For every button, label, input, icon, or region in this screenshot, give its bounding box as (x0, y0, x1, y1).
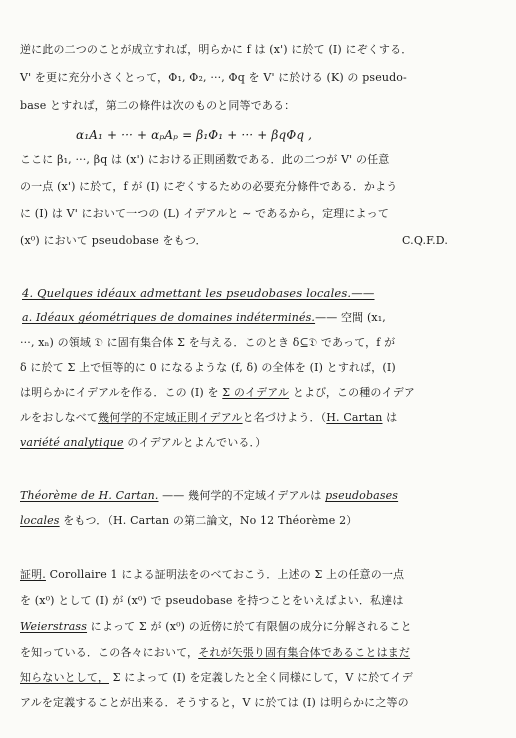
subsection-title: a. Idéaux géométriques de domaines indéterminés. (22, 311, 316, 324)
section-heading: 4. Quelques idéaux admettant les pseudobases locales.—— (22, 286, 375, 300)
text-line: ここに β₁, ···, βq は (x') における正則函数である．此の二つが V' の任意 (20, 153, 390, 166)
author-name: Weierstrass (20, 620, 88, 633)
text-span: と名づけよう．（ (242, 411, 327, 424)
text-line: base とすれば，第二の條件は次のものと同等である： (20, 99, 296, 112)
text-line: ···, xₙ) の領域 𝔇 に固有集合体 Σ を与える．このとき δ⊆𝔇 であって，f が (20, 336, 396, 349)
term-underlined: 知らないとして， (20, 671, 109, 684)
text-span: のイデアルとよんでいる．） (123, 436, 267, 449)
proof-line (20, 671, 413, 685)
theorem-title: Théorème de H. Cartan. (20, 489, 159, 502)
term-underlined: それが矢張り固有集合体であることはまだ (198, 646, 411, 659)
theorem-line (20, 514, 357, 528)
text-span: Corollaire 1 による証明法をのべておこう．上述の Σ 上の任意の一点 (45, 568, 405, 581)
proof-line: アルを定義することが出来る．そうすると，V に於ては (I) は明らかに之等の (20, 696, 409, 709)
text-span: Σ によって (I) を定義したと全く同様にして，V に於てイデ (108, 671, 413, 684)
text-span: は明らかにイデアルを作る．この (I) を (20, 386, 223, 399)
text-line (20, 411, 397, 425)
text-span: ルをおしなべて (20, 411, 99, 424)
text-line: (x⁰) において pseudobase をもつ． (20, 234, 207, 247)
text-line: に (I) は V' において一つの (L) イデアルと ∼ であるから，定理によって (20, 207, 389, 220)
text-line: V' を更に充分小さくとって，Φ₁, Φ₂, ···, Φq を V' に於ける (K) の pseudo- (20, 71, 407, 84)
term-underlined: locales (20, 514, 60, 527)
term-underlined: variété analytique (20, 436, 124, 449)
text-line (20, 436, 266, 450)
proof-line (20, 646, 410, 660)
text-line: 逆に此の二つのことが成立すれば，明らかに f は (x') に於て (I) にぞくする． (20, 43, 413, 56)
qed-mark: C.Q.F.D. (402, 234, 449, 247)
text-span: —— 幾何学的不定域イデアルは (158, 489, 326, 502)
proof-line (20, 620, 412, 634)
text-line (20, 386, 415, 400)
term-underlined: 幾何学的不定域正則イデアル (98, 411, 243, 424)
text-span: によって Σ が (x⁰) の近傍に於て有限個の成分に分解されること (87, 620, 412, 633)
text-span: は (382, 411, 398, 424)
theorem-line (20, 489, 398, 503)
proof-line (20, 568, 404, 582)
proof-line: を (x⁰) として (I) が (x⁰) で pseudobase を持つことをいえばよい．私達は (20, 594, 404, 607)
text-span: とよび，この種のイデア (289, 386, 416, 399)
text-span: をもつ．（H. Cartan の第二論文，No 12 Théorème 2） (59, 514, 358, 527)
text-line: の一点 (x') に於て，f が (I) にぞくするための必要充分條件である．かよう (20, 180, 398, 193)
term-underlined: Σ のイデアル (222, 386, 290, 399)
author-name: H. Cartan (326, 411, 383, 424)
proof-label: 証明. (20, 568, 46, 581)
text-span: —— 空間 (x₁, (315, 311, 386, 324)
equation: α₁A₁ + ··· + αₚAₚ = β₁Φ₁ + ··· + βqΦq , (76, 128, 313, 142)
term-underlined: pseudobases (325, 489, 399, 502)
text-span: を知っている．この各々において， (20, 646, 199, 659)
text-line (22, 311, 386, 325)
text-line: δ に於て Σ 上で恒等的に 0 になるような (f, δ) の全体を (I) とすれば，(I) (20, 361, 396, 374)
